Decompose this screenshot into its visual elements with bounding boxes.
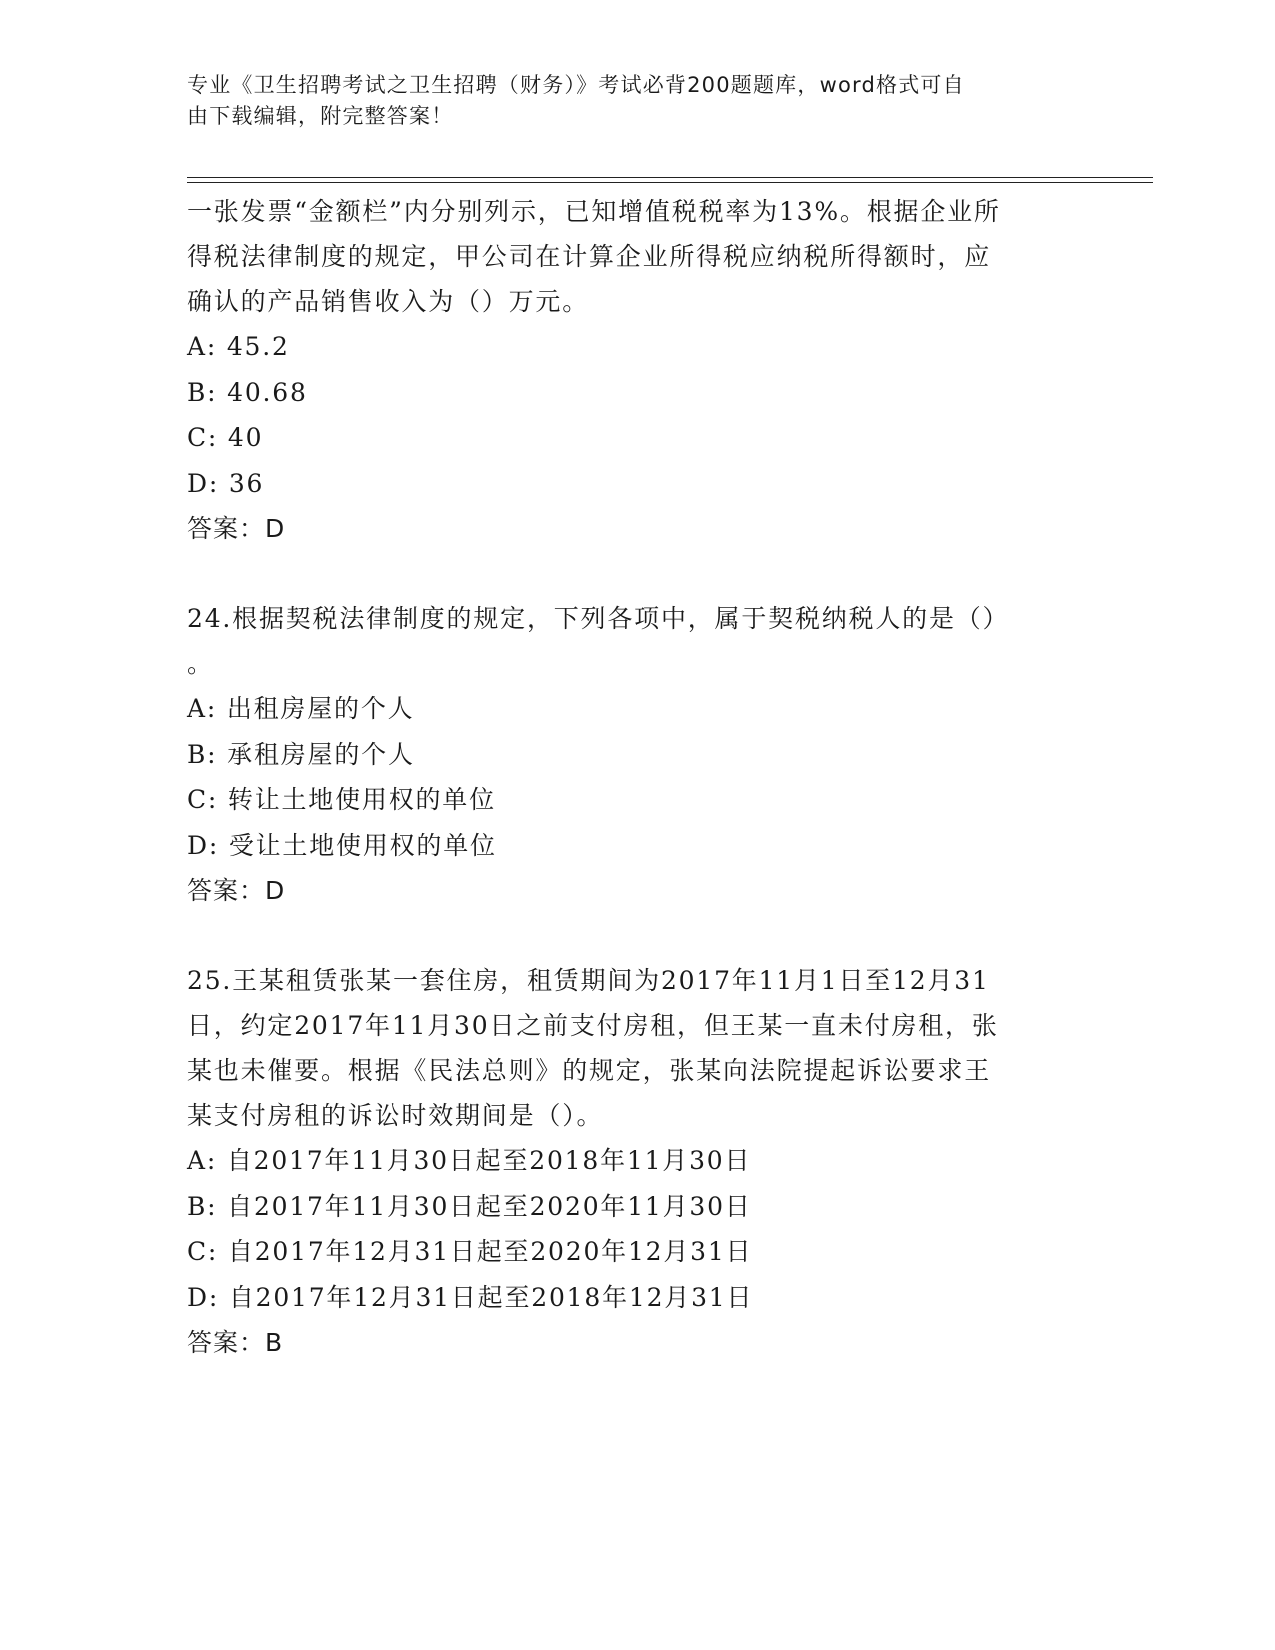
- option-a: A: 自2017年11月30日起至2018年11月30日: [187, 1146, 752, 1175]
- option-a: A: 45.2: [187, 332, 290, 361]
- question-25: [187, 958, 1087, 1365]
- question-text-line: 。: [187, 649, 214, 678]
- question-text-line: 一张发票“金额栏”内分别列示，已知增值税税率为13%。根据企业所: [187, 197, 1001, 226]
- option-a: A: 出租房屋的个人: [187, 694, 415, 723]
- header-rule-top: [187, 177, 1153, 178]
- question-23: [187, 189, 1087, 551]
- question-text-line: 某支付房租的诉讼时效期间是（）。: [187, 1101, 604, 1130]
- answer-label: 答案：B: [187, 1328, 284, 1357]
- question-list: [187, 189, 1087, 1365]
- answer-label: 答案：D: [187, 876, 286, 905]
- option-b: B: 自2017年11月30日起至2020年11月30日: [187, 1191, 752, 1221]
- question-text-line: 25.王某租赁张某一套住房，租赁期间为2017年11月1日至12月31: [187, 966, 990, 995]
- option-d: D: 受让土地使用权的单位: [187, 830, 497, 860]
- question-text-line: 某也未催要。根据《民法总则》的规定，张某向法院提起诉讼要求王: [187, 1056, 992, 1085]
- option-c: C: 自2017年12月31日起至2020年12月31日: [187, 1237, 753, 1266]
- option-c: C: 转让土地使用权的单位: [187, 785, 496, 814]
- option-d: D: 36: [187, 468, 265, 498]
- question-24: [187, 596, 1087, 913]
- answer-label: 答案：D: [187, 514, 286, 543]
- question-text-line: 得税法律制度的规定，甲公司在计算企业所得税应纳税所得额时，应: [187, 242, 992, 271]
- question-text-line: 24.根据契税法律制度的规定，下列各项中，属于契税纳税人的是（）: [187, 604, 1010, 633]
- option-b: B: 40.68: [187, 377, 308, 407]
- question-text-line: 确认的产品销售收入为（）万元。: [187, 287, 590, 316]
- option-d: D: 自2017年12月31日起至2018年12月31日: [187, 1282, 754, 1312]
- document-header: [187, 70, 1087, 132]
- header-rule-bottom: [187, 182, 1153, 183]
- header-line-2: 由下载编辑，附完整答案！: [187, 104, 454, 128]
- header-line-1: 专业《卫生招聘考试之卫生招聘（财务）》考试必背200题题库，word格式可自: [187, 73, 965, 97]
- question-spacer: [187, 551, 1087, 596]
- option-b: B: 承租房屋的个人: [187, 739, 415, 769]
- question-spacer: [187, 913, 1087, 958]
- option-c: C: 40: [187, 423, 264, 452]
- question-text-line: 日，约定2017年11月30日之前支付房租，但王某一直未付房租，张: [187, 1011, 999, 1040]
